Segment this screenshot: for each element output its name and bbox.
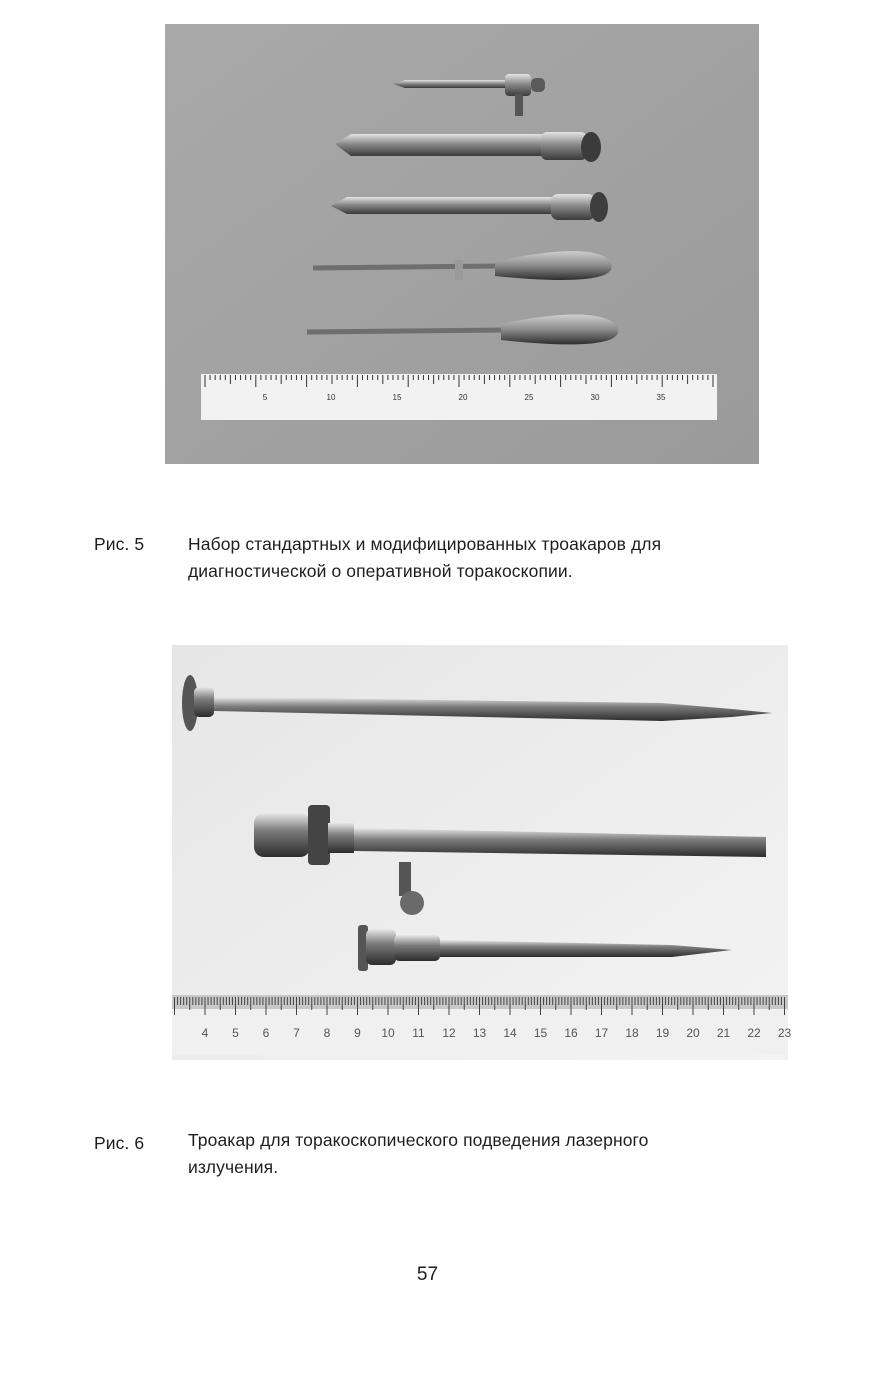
ruler-label: 7 bbox=[293, 1026, 300, 1040]
figure-5-caption bbox=[188, 531, 788, 585]
caption-line: диагностической о оперативной торакоскопии. bbox=[188, 561, 573, 581]
ruler-label: 12 bbox=[442, 1026, 456, 1040]
ruler-label: 15 bbox=[392, 393, 402, 402]
ruler-label: 16 bbox=[564, 1026, 578, 1040]
ruler-label: 6 bbox=[262, 1026, 270, 1040]
ruler-label: 19 bbox=[655, 1026, 670, 1040]
caption-line: излучения. bbox=[188, 1157, 279, 1177]
ruler-label: 25 bbox=[524, 393, 534, 402]
ruler-label: 17 bbox=[594, 1026, 609, 1040]
ruler-label: 18 bbox=[625, 1026, 639, 1040]
ruler-label: 9 bbox=[354, 1026, 361, 1040]
ruler-label: 10 bbox=[326, 393, 336, 402]
ruler-label: 4 bbox=[201, 1026, 209, 1040]
ruler-label: 20 bbox=[686, 1026, 700, 1040]
ruler-label: 15 bbox=[533, 1026, 548, 1040]
ruler-label: 22 bbox=[747, 1026, 761, 1040]
ruler-label: 11 bbox=[412, 1026, 425, 1040]
figure-5-label: Рис. 5 bbox=[94, 534, 145, 554]
ruler-label: 30 bbox=[590, 393, 600, 402]
ruler-label: 21 bbox=[716, 1026, 731, 1040]
ruler-label: 13 bbox=[472, 1026, 487, 1040]
caption-line: Троакар для торакоскопического подведения лазерного bbox=[188, 1130, 649, 1150]
ruler-label: 10 bbox=[381, 1026, 395, 1040]
ruler-label: 14 bbox=[503, 1026, 517, 1040]
figure-6-photo bbox=[172, 645, 792, 1060]
ruler-label: 5 bbox=[262, 393, 268, 402]
ruler-label: 5 bbox=[232, 1026, 239, 1040]
figure-6-label: Рис. 6 bbox=[94, 1133, 145, 1153]
ruler bbox=[201, 374, 717, 420]
figure-5-photo bbox=[165, 24, 759, 464]
figure-6-caption bbox=[188, 1127, 788, 1181]
page-number: 57 bbox=[416, 1264, 439, 1285]
ruler bbox=[172, 995, 791, 1055]
ruler-label: 23 bbox=[777, 1026, 792, 1040]
caption-line: Набор стандартных и модифицированных троакаров для bbox=[188, 534, 662, 554]
ruler-label: 8 bbox=[323, 1026, 331, 1040]
ruler-label: 20 bbox=[458, 393, 468, 402]
ruler-label: 35 bbox=[656, 393, 666, 402]
